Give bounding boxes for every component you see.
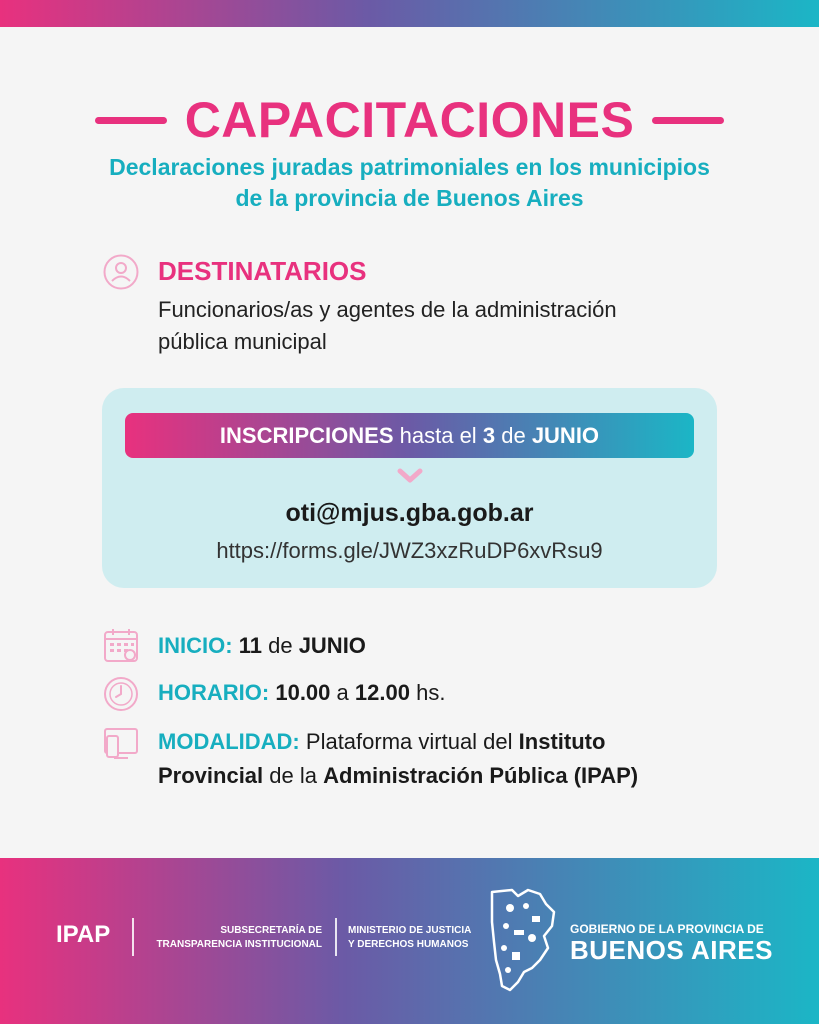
modalidad-text-1: Plataforma virtual del	[305, 729, 513, 754]
modalidad-line-2	[158, 760, 638, 792]
footer-divider	[335, 918, 337, 956]
inicio-month: JUNIO	[298, 633, 366, 658]
destinatarios-line-2: pública municipal	[158, 329, 327, 354]
subsecretaria-line-1: SUBSECRETARÍA DE	[220, 925, 322, 936]
ipap-logo: IPAP	[56, 921, 111, 948]
title-dash-left	[95, 117, 167, 124]
modalidad-text-2: de la	[269, 763, 317, 788]
subsecretaria-line-2: TRANSPARENCIA INSTITUCIONAL	[156, 939, 322, 950]
modalidad-bold-2: Provincial	[158, 763, 264, 788]
horario-end: 12.00	[354, 680, 410, 705]
inscripciones-banner	[125, 413, 694, 458]
inicio-de: de	[268, 633, 293, 658]
destinatarios-line-1: Funcionarios/as y agentes de la administración	[158, 297, 617, 322]
inicio-label: INICIO:	[158, 633, 233, 658]
footer	[0, 858, 819, 1024]
modalidad-line-1	[158, 726, 605, 758]
modalidad-bold-3: Administración Pública (IPAP)	[323, 763, 639, 788]
inscripciones-month: JUNIO	[531, 423, 600, 448]
inscripciones-day: 3	[482, 423, 496, 448]
inscripciones-hasta: hasta el	[399, 423, 477, 448]
page-title: CAPACITACIONES	[184, 92, 635, 148]
calendar-icon	[102, 626, 140, 664]
ministerio-line-1: MINISTERIO DE JUSTICIA	[348, 925, 472, 936]
subtitle-line-2: de la provincia de Buenos Aires	[235, 185, 584, 211]
inscripciones-label: INSCRIPCIONES	[219, 423, 394, 448]
destinatarios-text	[158, 294, 718, 358]
gobierno-line-1: GOBIERNO DE LA PROVINCIA DE	[570, 922, 764, 936]
top-gradient-bar	[0, 0, 819, 27]
person-icon	[103, 254, 139, 290]
clock-icon	[102, 675, 140, 713]
email-link[interactable]: oti@mjus.gba.gob.ar	[285, 499, 534, 527]
horario-start: 10.00	[275, 680, 331, 705]
horario-line	[158, 677, 445, 709]
modalidad-bold-1: Instituto	[518, 729, 606, 754]
horario-suffix: hs.	[416, 680, 446, 705]
footer-divider	[132, 918, 134, 956]
devices-icon	[102, 724, 140, 762]
inicio-day: 11	[238, 633, 262, 658]
title-row	[0, 90, 819, 150]
chevron-down-icon	[397, 468, 423, 484]
ministerio-text	[348, 924, 471, 952]
subtitle-line-1: Declaraciones juradas patrimoniales en los municipios	[109, 154, 710, 180]
subsecretaria-text	[140, 924, 322, 952]
inscripciones-de: de	[501, 423, 526, 448]
modalidad-label: MODALIDAD:	[158, 729, 300, 754]
province-map-logo	[488, 886, 558, 994]
form-link[interactable]: https://forms.gle/JWZ3xzRuDP6xvRsu9	[216, 538, 603, 563]
horario-label: HORARIO:	[158, 680, 270, 705]
page-subtitle	[40, 152, 779, 214]
ministerio-line-2: Y DERECHOS HUMANOS	[348, 939, 469, 950]
horario-a: a	[336, 680, 349, 705]
title-dash-right	[652, 117, 724, 124]
destinatarios-title: DESTINATARIOS	[158, 256, 367, 286]
gobierno-line-2: BUENOS AIRES	[570, 935, 773, 965]
inicio-line	[158, 630, 366, 662]
